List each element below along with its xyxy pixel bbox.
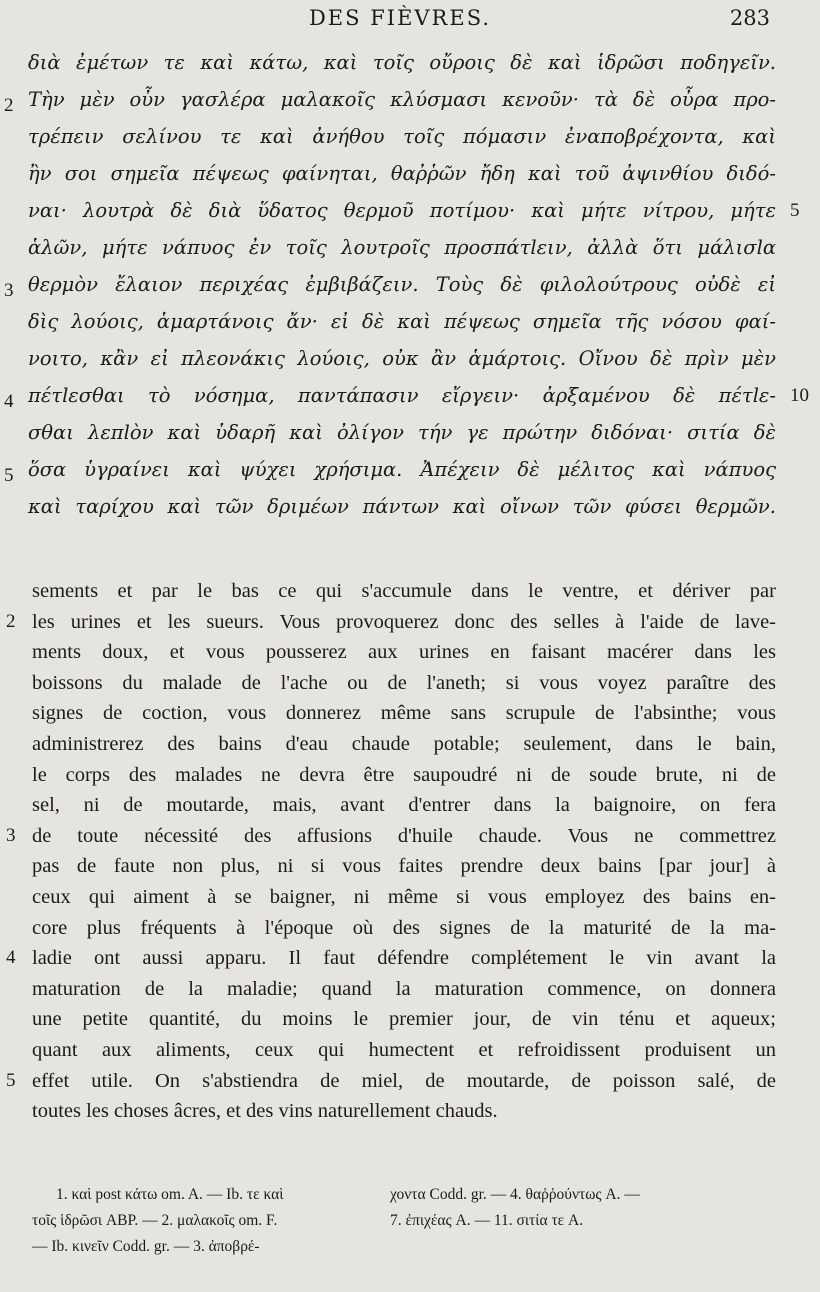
french-line [32,576,776,607]
french-line [32,760,776,791]
greek-line-text: διὰ ἐμέτων τε καὶ κάτω, καὶ τοῖς οὔροις δὲ καὶ ἱδρῶσι ποδηγεῖν. [28,51,776,74]
french-line [32,1035,776,1066]
line-number: 10 [790,385,809,406]
french-line [32,913,776,944]
french-line-text: ments doux, et vous pousserez aux urines en faisant macérer dans les [32,641,776,664]
section-number: 5 [4,465,14,486]
greek-line-text: θερμὸν ἔλαιον περιχέας ἐμβιβάζειν. Τοὺς δὲ φιλολούτρους οὐδὲ εἰ [28,273,776,296]
french-line-text: sel, ni de moutarde, mais, avant d'entrer dans la baignoire, on fera [32,794,776,817]
french-line-text: une petite quantité, du moins le premier jour, de vin ténu et aqueux; [32,1008,776,1031]
greek-line [28,155,776,192]
greek-line [28,303,776,340]
greek-line-text: Τὴν μὲν οὖν γασλέρα μαλακοῖς κλύσμασι κενοῦν· τὰ δὲ οὖρα προ- [28,88,776,111]
greek-line-text: ἢν σοι σημεῖα πέψεως φαίνηται, θαῤῥῶν ἤδη καὶ τοῦ ἀψινθίου διδό- [28,162,776,185]
footnotes-right-column [390,1182,776,1234]
french-line [32,851,776,882]
greek-line [4,451,776,488]
greek-line-text: ναι· λουτρὰ δὲ διὰ ὕδατος θερμοῦ ποτίμου· καὶ μήτε νίτρου, μήτε [28,199,776,222]
french-line-text: pas de faute non plus, ni si vous faites prendre deux bains [par jour] à [32,855,776,878]
section-number: 4 [4,391,14,412]
page-number: 283 [729,6,770,30]
french-line-text: les urines et les sueurs. Vous provoquerez donc des selles à l'aide de lave- [32,610,776,633]
greek-line-text: καὶ ταρίχου καὶ τῶν δριμέων πάντων καὶ οἴνων τῶν φύσει θερμῶν. [28,495,776,518]
greek-line-text: ἁλῶν, μήτε νάπυος ἐν τοῖς λουτροῖς προσπάτlειν, ἀλλὰ ὅτι μάλισlα [28,236,776,259]
french-line-text: toutes les choses âcres, et des vins naturellement chauds. [32,1100,498,1123]
section-number: 5 [6,1069,16,1091]
greek-line [28,340,776,377]
section-number: 3 [4,280,14,301]
footnote-line: 1. καὶ post κάτω om. A. — Ib. τε καὶ [56,1186,284,1203]
french-line [6,607,776,638]
greek-line [28,414,776,451]
french-line-text: administrerez des bains d'eau chaude potable; seulement, dans le bain, [32,732,776,755]
footnote-line: τοῖς ἱδρῶσι ABP. — 2. μαλακοῖς om. F. [32,1212,278,1229]
greek-line-text: πέτlεσθαι τὸ νόσημα, παντάπασιν εἴργειν· ἀρξαμένου δὲ πέτlε- [28,384,776,407]
french-line [32,668,776,699]
greek-text-block [4,44,809,525]
french-line-text: quant aux aliments, ceux qui humectent et refroidissent produisent un [32,1038,776,1061]
french-line [32,698,776,729]
french-line-text: sements et par le bas ce qui s'accumule dans le ventre, et dériver par [32,580,776,602]
french-line-text: ladie ont aussi apparu. Il faut défendre complétement le vin avant la [32,947,776,970]
french-line [32,974,776,1005]
french-translation-block [6,576,776,1127]
french-line-text: de toute nécessité des affusions d'huile chaude. Vous ne commettrez [32,824,776,847]
french-line-text: maturation de la maladie; quand la maturation commence, on donnera [32,977,776,1000]
footnotes-left-column [32,1182,378,1260]
greek-line-text: σθαι λεπlὸν καὶ ὑδαρῆ καὶ ὀλίγον τήν γε πρώτην διδόναι· σιτία δὲ [28,421,776,444]
greek-line [4,266,776,303]
french-line [6,821,776,852]
french-line [6,1066,776,1097]
french-line-text: signes de coction, vous donnerez même sans scrupule de l'absinthe; vous [32,702,776,725]
line-number: 5 [790,200,800,221]
french-line [32,1004,776,1035]
french-line [6,943,776,974]
footnote-line: — Ib. κινεῖν Codd. gr. — 3. ἀποβρέ- [32,1238,260,1255]
greek-line [28,192,800,229]
greek-line [28,229,776,266]
french-line [32,1096,776,1127]
french-line [32,790,776,821]
greek-line [4,377,809,414]
page-header [0,6,800,34]
greek-line-text: νοιτο, κἂν εἰ πλεονάκις λούοις, οὐκ ἂν ἁμάρτοις. Οἴνου δὲ πρὶν μὲν [28,347,776,370]
greek-line-text: ὅσα ὑγραίνει καὶ ψύχει χρήσιμα. Ἀπέχειν δὲ μέλιτος καὶ νάπυος [28,458,776,481]
section-number: 3 [6,824,16,846]
greek-line-text: τρέπειν σελίνου τε καὶ ἀνήθου τοῖς πόμασιν ἐναποβρέχοντα, καὶ [28,125,776,148]
footnote-line: χοντα Codd. gr. — 4. θαῤῥούντως A. — [390,1186,640,1203]
greek-line [28,488,776,525]
greek-line [28,44,776,81]
greek-line [28,118,776,155]
french-line-text: ceux qui aiment à se baigner, ni même si vous employez des bains en- [32,885,776,908]
french-line [32,637,776,668]
french-line-text: core plus fréquents à l'époque où des signes de la maturité de la ma- [32,916,776,939]
greek-line-text: δὶς λούοις, ἁμαρτάνοις ἄν· εἰ δὲ καὶ πέψεως σημεῖα τῆς νόσου φαί- [28,310,776,333]
section-number: 4 [6,947,16,969]
french-line [32,882,776,913]
french-line-text: effet utile. On s'abstiendra de miel, de moutarde, de poisson salé, de [32,1069,776,1092]
running-title: DES FIÈVRES. [308,6,492,30]
section-number: 2 [6,610,16,632]
french-line [32,729,776,760]
greek-line [4,81,776,118]
section-number: 2 [4,95,14,116]
footnote-line: 7. ἐπιχέας A. — 11. σιτία τε A. [390,1212,584,1229]
french-line-text: le corps des malades ne devra être saupoudré ni de soude brute, ni de [32,763,776,786]
french-line-text: boissons du malade de l'ache ou de l'aneth; si vous voyez paraître des [32,671,776,694]
